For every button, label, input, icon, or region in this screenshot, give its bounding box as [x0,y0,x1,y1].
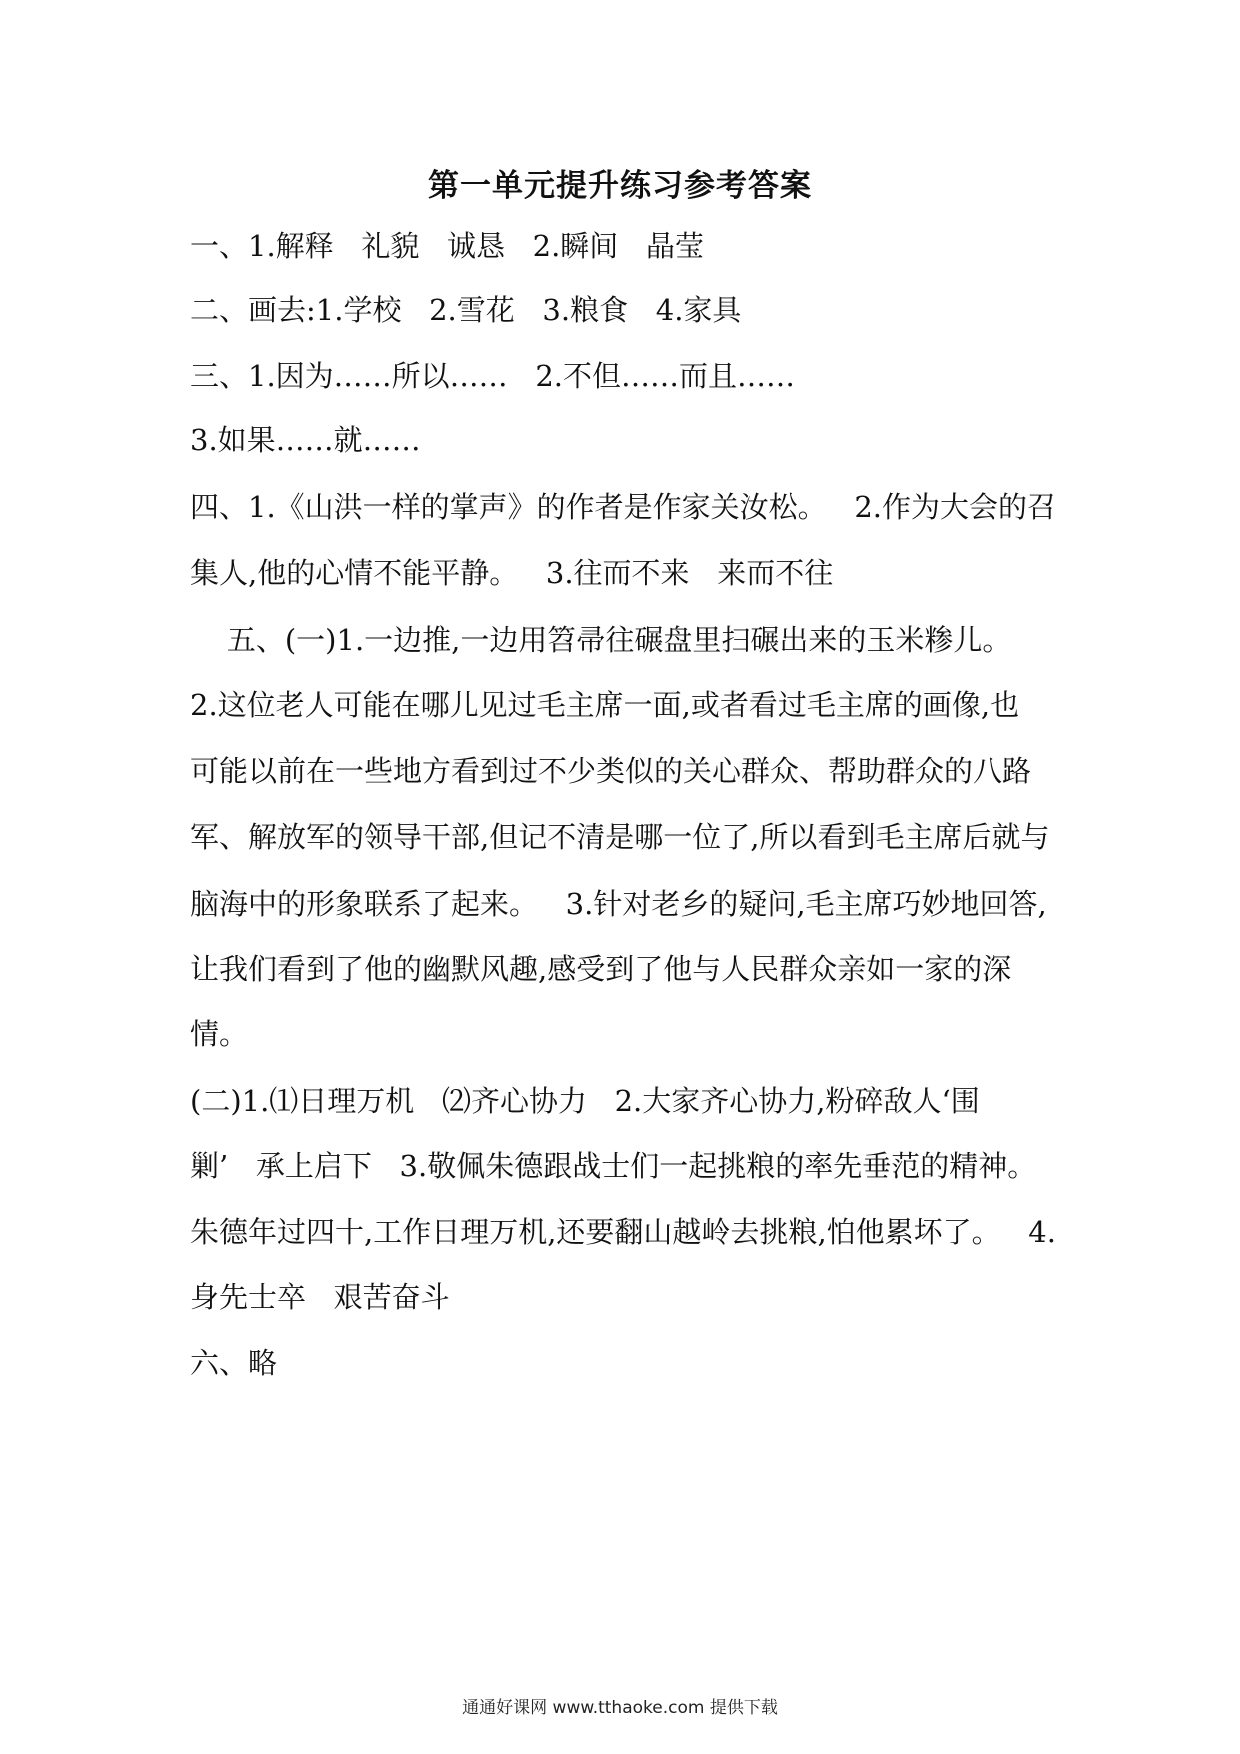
answer-line-1: 一、1.解释 礼貌 诚恳 2.瞬间 晶莹 [190,229,704,263]
answer-line-12: 让我们看到了他的幽默风趣,感受到了他与人民群众亲如一家的深 [190,952,1012,986]
answer-line-16: 朱德年过四十,工作日理万机,还要翻山越岭去挑粮,怕他累坏了。 4. [190,1215,1056,1249]
answer-line-11: 脑海中的形象联系了起来。 3.针对老乡的疑问,毛主席巧妙地回答, [190,887,1047,921]
answer-line-14: (二)1.⑴日理万机 ⑵齐心协力 2.大家齐心协力,粉碎敌人‘围 [190,1084,980,1118]
page-title: 第一单元提升练习参考答案 [428,168,812,204]
answer-line-17: 身先士卒 艰苦奋斗 [190,1280,450,1314]
answer-line-4: 3.如果……就…… [190,423,421,457]
answer-line-7: 五、(一)1.一边推,一边用笤帚往碾盘里扫碾出来的玉米糁儿。 [190,623,1012,657]
answer-line-5: 四、1.《山洪一样的掌声》的作者是作家关汝松。 2.作为大会的召 [190,490,1056,524]
answer-line-10: 军、解放军的领导干部,但记不清是哪一位了,所以看到毛主席后就与 [190,820,1050,854]
answer-line-6: 集人,他的心情不能平静。 3.往而不来 来而不往 [190,556,834,590]
answer-line-9: 可能以前在一些地方看到过不少类似的关心群众、帮助群众的八路 [190,754,1032,788]
answer-line-8: 2.这位老人可能在哪儿见过毛主席一面,或者看过毛主席的画像,也 [190,688,1020,722]
answer-line-3: 三、1.因为……所以…… 2.不但……而且…… [190,359,795,393]
answer-line-18: 六、略 [190,1346,278,1380]
answer-line-15: 剿’ 承上启下 3.敬佩朱德跟战士们一起挑粮的率先垂范的精神。 [190,1149,1037,1183]
footer-source-text: 通通好课网 www.tthaoke.com 提供下载 [462,1698,778,1718]
answer-line-2: 二、画去:1.学校 2.雪花 3.粮食 4.家具 [190,293,742,327]
answer-line-13: 情。 [190,1017,249,1051]
